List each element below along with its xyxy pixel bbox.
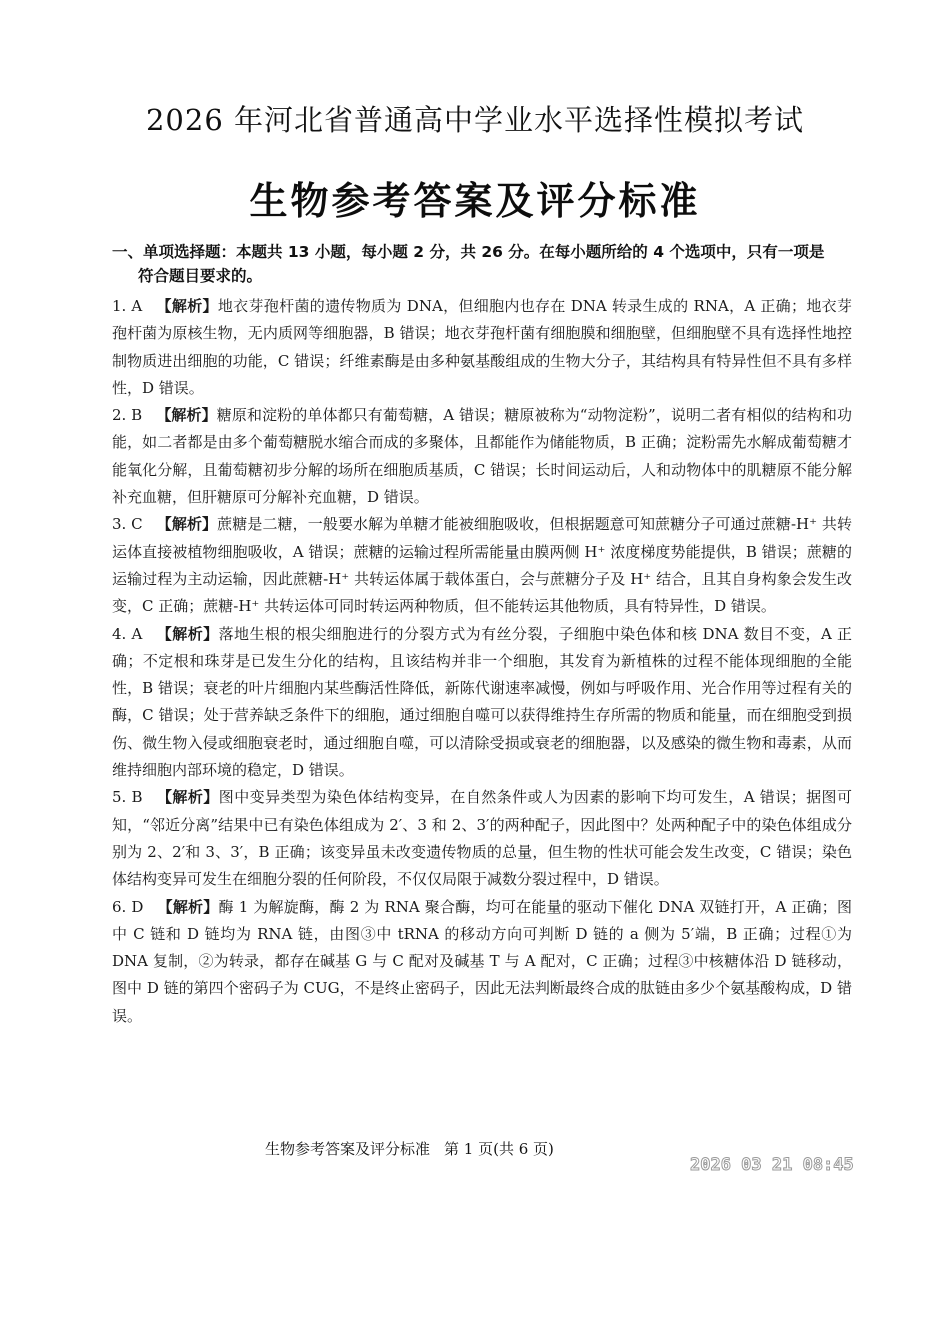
answer-item-5 (112, 784, 852, 893)
answer-text: 落地生根的根尖细胞进行的分裂方式为有丝分裂，子细胞中染色体和核 DNA 数目不变，A 正确；不定根和珠芽是已发生分化的结构，且该结构并非一个细胞，其发育为新植株的过程不能体现细胞的全能性，B 错误；衰老的叶片细胞内某些酶活性降低，新陈代谢速率减慢，例如与呼吸作用、光合作用等过程有关的酶，C 错误；处于营养缺乏条件下的细胞，通过细胞自噬可以获得维持生存所需的物质和能量，而在细胞受到损伤、微生物入侵或细胞衰老时，通过细胞自噬，可以清除受损或衰老的细胞器，以及感染的微生物和毒素，从而维持细胞内部环境的稳定，D 错误。 (112, 624, 852, 780)
answer-text: 地衣芽孢杆菌的遗传物质为 DNA，但细胞内也存在 DNA 转录生成的 RNA，A 正确；地衣芽孢杆菌为原核生物，无内质网等细胞器，B 错误；地衣芽孢杆菌有细胞膜和细胞壁，但细胞壁不具有选择性地控制物质进出细胞的功能，C 错误；纤维素酶是由多种氨基酸组成的生物大分子，其结构具有特异性但不具有多样性，D 错误。 (112, 297, 852, 397)
answer-list (112, 293, 852, 1030)
answer-text: 图中变异类型为染色体结构变异，在自然条件或人为因素的影响下均可发生，A 错误；据图可知，“邻近分离”结果中已有染色体组成为 2′、3 和 2、3′的两种配子，因此图中？处两种配子中的染色体组成分别为 2、2′和 3、3′，B 正确；该变异虽未改变遗传物质的总量，但生物的性状可能会发生改变，C 错误；染色体结构变异可发生在细胞分裂的任何阶段，不仅仅局限于减数分裂过程中，D 错误。 (112, 788, 852, 889)
analysis-tag: 【解析】 (156, 788, 219, 807)
section-heading-line2: 符合题目要求的。 (138, 267, 263, 285)
exam-title: 2026 年河北省普通高中学业水平选择性模拟考试 (145, 103, 805, 137)
answer-text: 蔗糖是二糖，一般要水解为单糖才能被细胞吸收，但根据题意可知蔗糖分子可通过蔗糖-H⁺ 共转运体直接被植物细胞吸收，A 错误；蔗糖的运输过程所需能量由膜两侧 H⁺ 浓度梯度势能提供，B 错误；蔗糖的运输过程为主动运输，因此蔗糖-H⁺ 共转运体属于载体蛋白，会与蔗糖分子及 H⁺ 结合，且其自身构象会发生改变，C 正确；蔗糖-H⁺ 共转运体可同时转运两种物质，但不能转运其他物质，具有特异性，D 错误。 (112, 515, 852, 616)
answer-number: 1. A (112, 297, 143, 315)
analysis-tag: 【解析】 (156, 624, 219, 643)
footer-doc-name: 生物参考答案及评分标准 (265, 1140, 431, 1158)
answer-item-4 (112, 621, 852, 785)
footer-page-number: 第 1 页(共 6 页) (444, 1140, 554, 1158)
document-title: 生物参考答案及评分标准 (249, 179, 701, 223)
answer-item-6 (112, 894, 852, 1030)
page-footer (265, 1138, 554, 1159)
analysis-tag: 【解析】 (157, 897, 219, 916)
answer-number: 4. A (112, 624, 143, 643)
answer-number: 6. D (112, 897, 144, 916)
answer-text: 糖原和淀粉的单体都只有葡萄糖，A 错误；糖原被称为“动物淀粉”，说明二者有相似的结构和功能，如二者都是由多个葡萄糖脱水缩合而成的多聚体，且都能作为储能物质，B 正确；淀粉需先水解成葡萄糖才能氧化分解，且葡萄糖初步分解的场所在细胞质基质，C 错误；长时间运动后，人和动物体中的肌糖原不能分解补充血糖，但肝糖原可分解补充血糖，D 错误。 (112, 406, 852, 507)
answer-number: 2. B (112, 406, 143, 425)
analysis-tag: 【解析】 (156, 515, 218, 534)
answer-item-2 (112, 402, 852, 511)
scan-timestamp: 2026 03 21 08:45 (690, 1155, 854, 1175)
answer-number: 5. B (112, 788, 143, 807)
analysis-tag: 【解析】 (156, 406, 217, 425)
answer-text: 酶 1 为解旋酶，酶 2 为 RNA 聚合酶，均可在能量的驱动下催化 DNA 双链打开，A 正确；图中 C 链和 D 链均为 RNA 链，由图③中 tRNA 的移动方向可判断 D 链的 a 侧为 5′端，B 正确；过程①为 DNA 复制，②为转录，都存在碱基 G 与 C 配对及碱基 T 与 A 配对，C 正确；过程③中核糖体沿 D 链移动，图中 D 链的第四个密码子为 CUG，不是终止密码子，因此无法判断最终合成的肽链由多少个氨基酸构成，D 错误。 (112, 897, 852, 1025)
answer-number: 3. C (112, 515, 143, 534)
section-heading-line1: 一、单项选择题：本题共 13 小题，每小题 2 分，共 26 分。在每小题所给的 4 个选项中，只有一项是 (112, 243, 825, 261)
analysis-tag: 【解析】 (156, 297, 218, 315)
answer-item-1 (112, 293, 852, 402)
answer-item-3 (112, 511, 852, 620)
section-heading (112, 240, 852, 288)
